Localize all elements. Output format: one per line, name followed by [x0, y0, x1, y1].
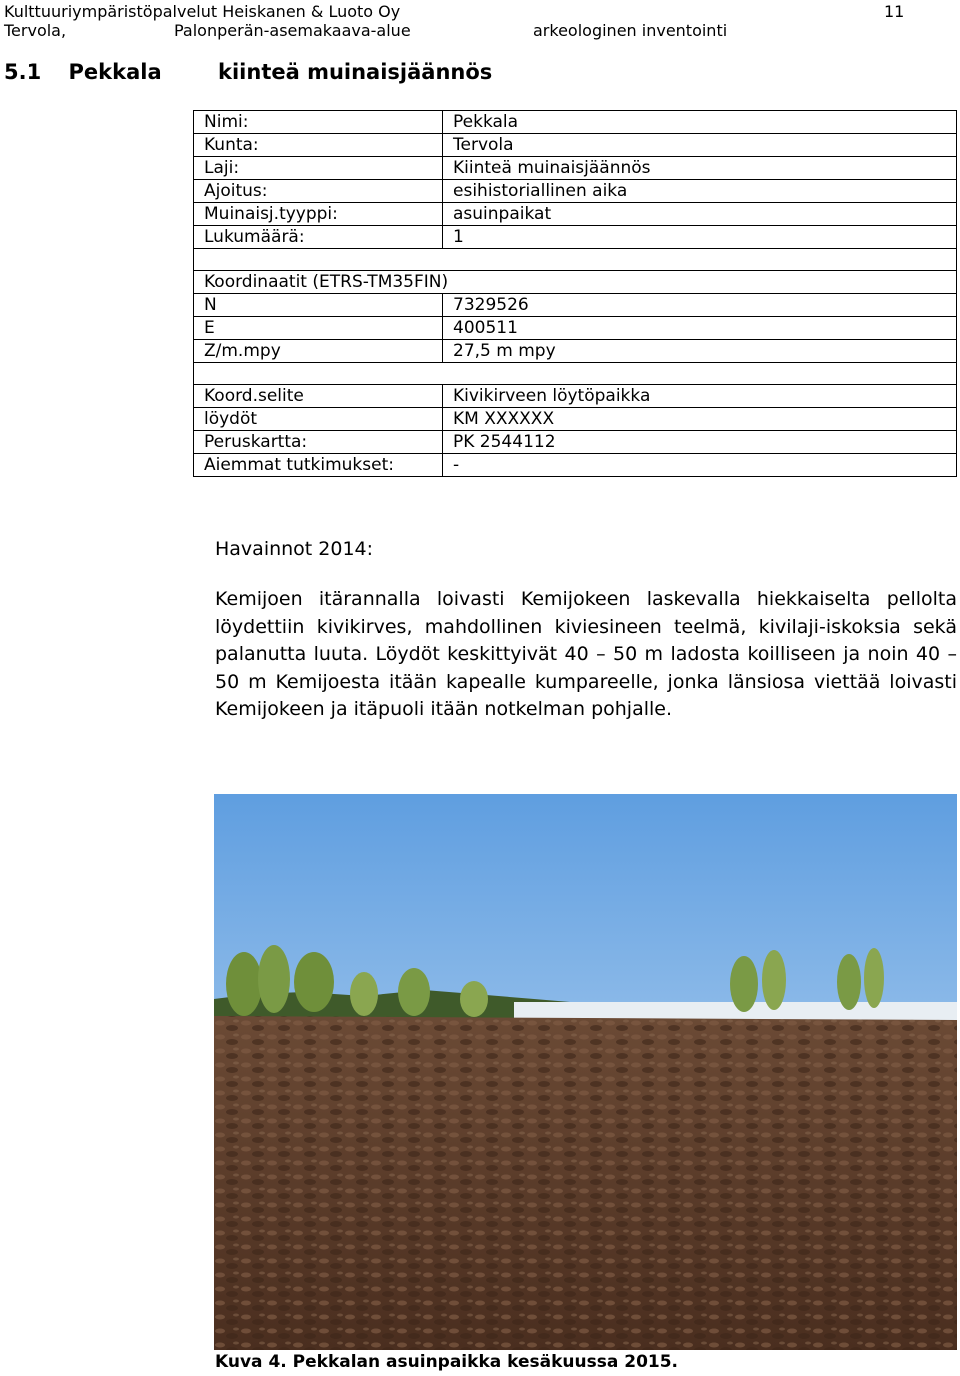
observations-title: Havainnot 2014:: [215, 538, 374, 560]
label-koordinaatit: Koordinaatit (ETRS-TM35FIN): [194, 271, 957, 294]
label-laji: Laji:: [194, 157, 443, 180]
label-e: E: [194, 317, 443, 340]
section-subtitle: kiinteä muinaisjäännös: [218, 60, 493, 84]
label-kunta: Kunta:: [194, 134, 443, 157]
label-tyyppi: Muinaisj.tyyppi:: [194, 203, 443, 226]
label-z: Z/m.mpy: [194, 340, 443, 363]
section-title: Pekkala: [68, 60, 162, 84]
soil-texture: [214, 1016, 957, 1350]
table-row: [194, 454, 957, 477]
value-laji: Kiinteä muinaisjäännös: [443, 157, 957, 180]
section-heading: [4, 60, 493, 84]
page-number: 11: [884, 2, 905, 21]
table-row: [194, 157, 957, 180]
site-info-table: [193, 110, 957, 477]
header-report-type: arkeologinen inventointi: [533, 21, 728, 40]
observations-text: Kemijoen itärannalla loivasti Kemijokeen laskevalla hiekkaiselta pellolta löydettiin kivikirves, mahdollinen kiviesineen teelmä, kivilaji-iskoksia sekä palanutta luuta. Löydöt keskittyivät 40 – 50 m ladosta koilliseen ja noin 40 – 50 m Kemijoesta itään kapealle kumpareelle, jonka länsiosa viettää loivasti Kemijokeen ja itäpuoli itään notkelman pohjalle.: [215, 588, 957, 720]
value-koord-selite: Kivikirveen löytöpaikka: [443, 385, 957, 408]
table-row: [194, 271, 957, 294]
label-ajoitus: Ajoitus:: [194, 180, 443, 203]
figure-caption: Kuva 4. Pekkalan asuinpaikka kesäkuussa 2015.: [215, 1352, 679, 1372]
value-aiemmat: -: [443, 454, 957, 477]
table-row: [194, 203, 957, 226]
header-place: Tervola,: [4, 21, 67, 40]
label-n: N: [194, 294, 443, 317]
value-z: 27,5 m mpy: [443, 340, 957, 363]
label-lukumaara: Lukumäärä:: [194, 226, 443, 249]
value-n: 7329526: [443, 294, 957, 317]
label-loydot: löydöt: [194, 408, 443, 431]
table-row: [194, 431, 957, 454]
table-row: [194, 111, 957, 134]
field-photo: [214, 794, 957, 1350]
header-company: Kulttuuriympäristöpalvelut Heiskanen & Luoto Oy: [4, 2, 401, 21]
table-row: [194, 385, 957, 408]
table-spacer-row: [194, 363, 957, 385]
table-row: [194, 180, 957, 203]
value-e: 400511: [443, 317, 957, 340]
label-aiemmat: Aiemmat tutkimukset:: [194, 454, 443, 477]
value-ajoitus: esihistoriallinen aika: [443, 180, 957, 203]
label-peruskartta: Peruskartta:: [194, 431, 443, 454]
label-koord-selite: Koord.selite: [194, 385, 443, 408]
value-nimi: Pekkala: [443, 111, 957, 134]
table-row: [194, 294, 957, 317]
table-spacer-row: [194, 249, 957, 271]
section-number: 5.1: [4, 60, 42, 84]
value-lukumaara: 1: [443, 226, 957, 249]
table-row: [194, 226, 957, 249]
table-row: [194, 340, 957, 363]
table-row: [194, 408, 957, 431]
label-nimi: Nimi:: [194, 111, 443, 134]
value-loydot: KM XXXXXX: [443, 408, 957, 431]
value-peruskartta: PK 2544112: [443, 431, 957, 454]
table-row: [194, 317, 957, 340]
header-area: Palonperän-asemakaava-alue: [174, 21, 411, 40]
value-tyyppi: asuinpaikat: [443, 203, 957, 226]
value-kunta: Tervola: [443, 134, 957, 157]
table-row: [194, 134, 957, 157]
